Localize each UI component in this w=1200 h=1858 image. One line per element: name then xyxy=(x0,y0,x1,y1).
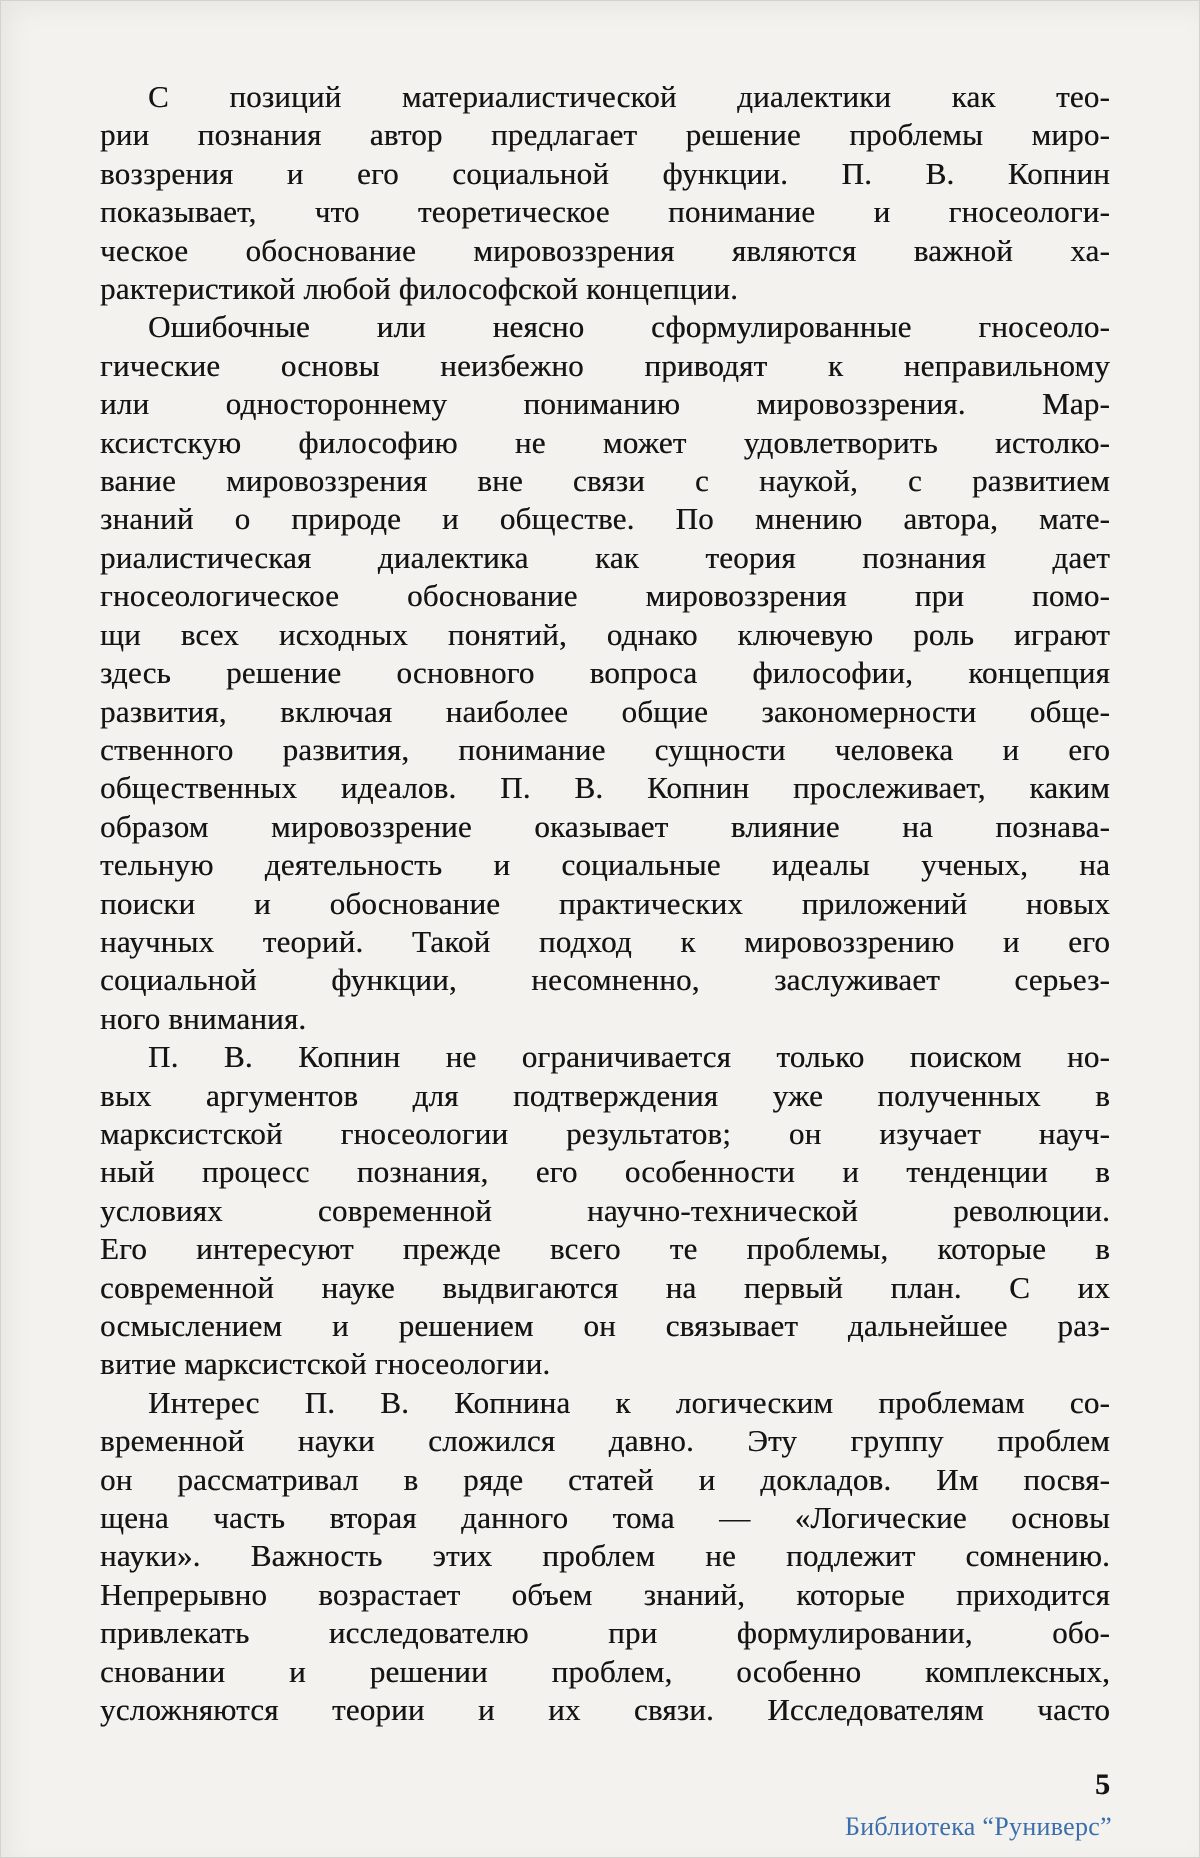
text-line: щена часть вторая данного тома — «Логические основы xyxy=(100,1500,1110,1536)
text-line: Непрерывно возрастает объем знаний, которые приходится xyxy=(100,1576,1110,1612)
page-text xyxy=(100,78,1110,1729)
text-line: витие марксистской гносеологии. xyxy=(100,1346,551,1382)
text-line: условиях современной научно-технической революции. xyxy=(100,1192,1110,1228)
text-line: марксистской гносеологии результатов; он изучает науч- xyxy=(100,1115,1110,1151)
text-line: ческое обоснование мировоззрения являются важной ха- xyxy=(100,232,1110,268)
text-line: рактеристикой любой философской концепции. xyxy=(100,271,739,307)
text-line: риалистическая диалектика как теория познания дает xyxy=(100,539,1110,575)
paragraph xyxy=(100,1384,1110,1730)
text-line: показывает, что теоретическое понимание и гносеологи- xyxy=(100,194,1110,230)
text-line: современной науке выдвигаются на первый план. С их xyxy=(100,1269,1110,1305)
text-line: ный процесс познания, его особенности и тенденции в xyxy=(100,1154,1110,1190)
text-line: Его интересуют прежде всего те проблемы, которые в xyxy=(100,1231,1110,1267)
text-line: тельную деятельность и социальные идеалы ученых, на xyxy=(100,847,1110,883)
text-line: поиски и обоснование практических приложений новых xyxy=(100,885,1110,921)
text-line: рии познания автор предлагает решение проблемы миро- xyxy=(100,117,1110,153)
text-line: воззрения и его социальной функции. П. В. Копнин xyxy=(100,155,1110,191)
text-line: знаний о природе и обществе. По мнению автора, мате- xyxy=(100,501,1110,537)
text-line: научных теорий. Такой подход к мировоззрению и его xyxy=(100,923,1110,959)
text-line: образом мировоззрение оказывает влияние на познава- xyxy=(100,808,1110,844)
text-line: здесь решение основного вопроса философии, концепция xyxy=(100,655,1110,691)
paragraph xyxy=(100,78,1110,308)
text-line: ксистскую философию не может удовлетворить истолко- xyxy=(100,424,1110,460)
text-line: общественных идеалов. П. В. Копнин прослеживает, каким xyxy=(100,770,1110,806)
text-line: Интерес П. В. Копнина к логическим проблемам со- xyxy=(148,1384,1110,1420)
page-number: 5 xyxy=(1095,1768,1110,1801)
text-line: ственного развития, понимание сущности человека и его xyxy=(100,731,1110,767)
text-line: привлекать исследователю при формулировании, обо- xyxy=(100,1615,1110,1651)
library-watermark: Библиотека “Руниверс” xyxy=(844,1812,1112,1841)
text-line: осмыслением и решением он связывает дальнейшее раз- xyxy=(100,1308,1110,1343)
text-line: вых аргументов для подтверждения уже полученных в xyxy=(100,1077,1110,1113)
text-line: гические основы неизбежно приводят к неправильному xyxy=(100,347,1110,383)
text-line: он рассматривал в ряде статей и докладов. Им посвя- xyxy=(100,1461,1110,1497)
text-line: временной науки сложился давно. Эту группу проблем xyxy=(100,1423,1110,1459)
text-line: ного внимания. xyxy=(100,1000,307,1036)
paragraph xyxy=(100,1038,1110,1384)
text-line: науки». Важность этих проблем не подлежит сомнению. xyxy=(100,1538,1110,1574)
text-line: развития, включая наиболее общие закономерности обще- xyxy=(100,693,1110,729)
text-line: гносеологическое обоснование мировоззрения при помо- xyxy=(100,578,1110,614)
text-line: П. В. Копнин не ограничивается только поиском но- xyxy=(148,1039,1110,1075)
text-line: социальной функции, несомненно, заслуживает серьез- xyxy=(100,962,1110,998)
text-line: С позиций материалистической диалектики как тео- xyxy=(148,79,1110,114)
text-line: усложняются теории и их связи. Исследователям часто xyxy=(100,1692,1110,1728)
text-line: Ошибочные или неясно сформулированные гносеоло- xyxy=(148,309,1110,345)
text-line: или одностороннему пониманию мировоззрения. Мар- xyxy=(100,386,1110,422)
text-line: щи всех исходных понятий, однако ключевую роль играют xyxy=(100,616,1110,652)
paragraph xyxy=(100,308,1110,1038)
text-line: вание мировоззрения вне связи с наукой, с развитием xyxy=(100,463,1110,499)
text-line: сновании и решении проблем, особенно комплексных, xyxy=(100,1653,1110,1689)
